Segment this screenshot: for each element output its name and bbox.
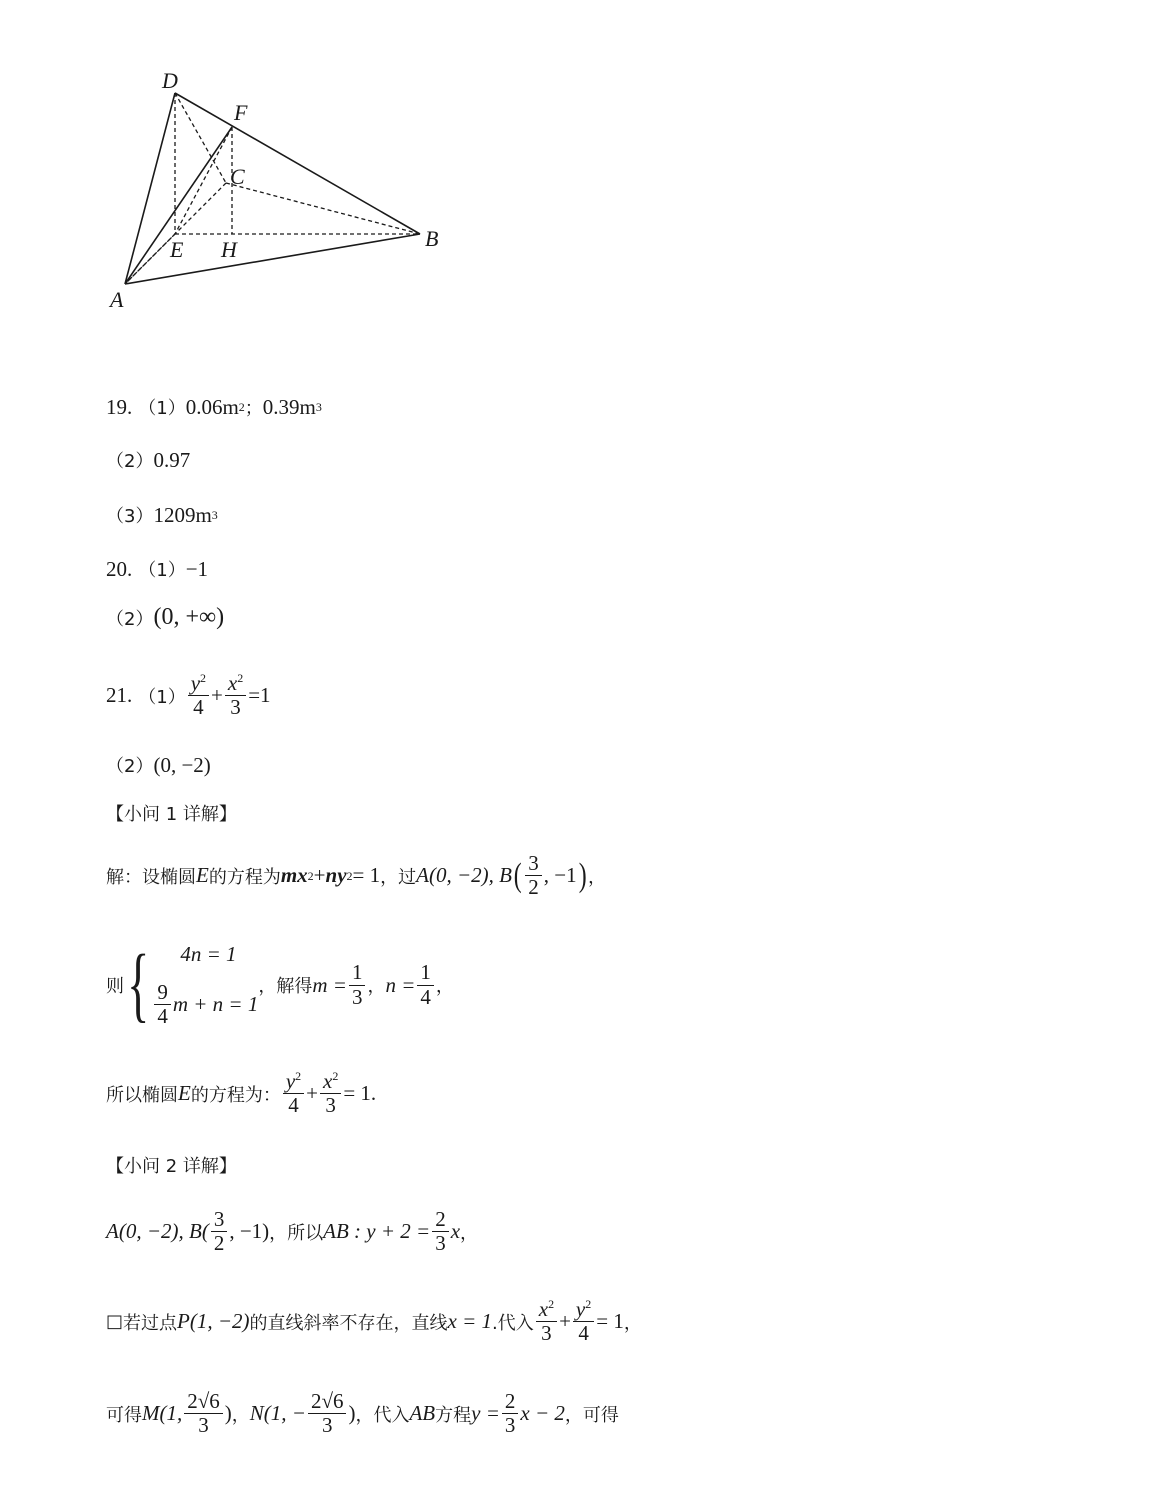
detail1-line1: 解：设椭圆 E 的方程为 m x 2 + n y 2 = 1 ，过 A(0, −2), B ( $\frac{3}{2}$ , −1 ) ， — [106, 851, 606, 900]
denominator: 4 — [578, 1321, 589, 1346]
label-F: F — [234, 100, 248, 125]
fraction — [283, 1070, 304, 1117]
math-var: n = — [385, 972, 416, 997]
text: 若过点 — [123, 1312, 178, 1334]
denominator: 2 — [528, 875, 539, 900]
equation — [152, 981, 258, 1028]
denominator: 4 — [288, 1093, 299, 1118]
detail1-line3 — [106, 1070, 376, 1117]
point-coords: , −1 — [543, 863, 577, 888]
q20-number: 20. — [106, 556, 133, 581]
part-label: （2） — [106, 608, 154, 630]
detail2-line2 — [106, 1298, 642, 1345]
exponent: 2 — [548, 1297, 555, 1311]
answer-value: 0.39m — [262, 394, 316, 419]
text: ， — [623, 1312, 642, 1334]
text: 方程 — [435, 1404, 472, 1426]
q21-number: 21. — [106, 683, 133, 708]
fraction — [308, 1390, 347, 1437]
q21-part1 — [106, 672, 271, 719]
math-var: y = — [471, 1401, 500, 1426]
denominator: 3 — [321, 1413, 333, 1438]
denominator: 4 — [193, 695, 204, 720]
equation-rhs: =1 — [248, 683, 271, 708]
q20-part1 — [106, 556, 208, 582]
answer-value: (0, −2) — [153, 752, 211, 777]
text: ，可得 — [564, 1404, 619, 1426]
equation-rhs: = 1 — [596, 1309, 624, 1334]
detail2-heading: 【小问 2 详解】 — [106, 1156, 237, 1177]
math-var: x — [297, 863, 308, 888]
fraction — [502, 1390, 519, 1437]
fraction — [211, 1208, 228, 1255]
point-coords: A(0, −2), B — [416, 863, 512, 888]
q20-part2 — [106, 604, 224, 631]
exponent: 2 — [332, 1069, 339, 1083]
edge-DB — [175, 93, 420, 234]
math-var: m = — [312, 972, 347, 997]
point-coords: A(0, −2), B( — [106, 1219, 209, 1244]
math-var: y — [337, 863, 347, 888]
equation-rest: x − 2 — [520, 1401, 565, 1426]
numerator: 9 — [154, 981, 171, 1005]
text: 解：设椭圆 — [106, 866, 196, 888]
fraction — [573, 1298, 594, 1345]
numerator: x — [227, 671, 238, 695]
text: ， — [460, 1222, 479, 1244]
q19-part1: 19. （1） 0.06m 2 ； 0.39m 3 — [106, 394, 322, 419]
denominator: 3 — [230, 695, 241, 720]
text: ，过 — [380, 866, 417, 888]
tetrahedron-figure — [100, 60, 460, 320]
text: 所以椭圆 — [106, 1084, 178, 1106]
point-coords: , −1) — [229, 1219, 270, 1244]
q21-part2 — [106, 752, 211, 778]
fraction — [525, 852, 542, 899]
denominator: 3 — [504, 1413, 516, 1438]
numerator: y — [190, 671, 201, 695]
edge-DC — [175, 93, 226, 183]
text: ， — [367, 976, 386, 997]
label-B: B — [425, 226, 439, 251]
fraction — [417, 961, 434, 1008]
denominator: 3 — [351, 984, 363, 1009]
label-E: E — [170, 237, 184, 262]
text: ， — [587, 866, 606, 888]
label-C: C — [230, 164, 245, 189]
paren-close: ) — [224, 1401, 232, 1426]
exponent: 2 — [237, 671, 244, 685]
point-coords: P(1, −2) — [177, 1309, 250, 1334]
fraction — [536, 1298, 557, 1345]
detail1-heading: 【小问 1 详解】 — [106, 804, 237, 825]
text: ，代入 — [355, 1404, 410, 1426]
numerator: 1 — [417, 961, 434, 985]
denominator: 2 — [213, 1231, 225, 1256]
exponent: 2 — [295, 1069, 302, 1083]
text: ， — [231, 1404, 250, 1426]
text: 的方程为 — [208, 866, 281, 888]
part-label: （1） — [138, 398, 186, 419]
label-H: H — [221, 237, 237, 262]
numerator: x — [538, 1297, 549, 1321]
brace-icon: { — [127, 938, 150, 1031]
denominator: 3 — [198, 1413, 209, 1438]
paren-close: ) — [578, 856, 587, 894]
math-var: m — [280, 863, 298, 888]
answer-value: 1209m — [153, 502, 212, 527]
denominator: 4 — [420, 984, 431, 1009]
edge-CB — [226, 183, 420, 234]
numerator: 3 — [525, 852, 542, 876]
fraction — [154, 981, 171, 1028]
operator: + — [306, 1081, 318, 1106]
label-D: D — [162, 68, 178, 93]
edge-DA — [125, 93, 175, 284]
numerator: y — [575, 1297, 586, 1321]
text: 可得 — [106, 1404, 142, 1426]
math-var: AB — [409, 1401, 436, 1426]
text: 的方程为： — [190, 1084, 281, 1106]
operator: + — [559, 1309, 571, 1334]
part-label: （3） — [106, 506, 154, 527]
operator: + — [211, 683, 223, 708]
math-var: n — [325, 863, 338, 888]
math-var: E — [178, 1081, 191, 1106]
part-label: （1） — [138, 560, 186, 581]
denominator: 4 — [157, 1003, 168, 1028]
text: ，解得 — [258, 976, 313, 997]
q19-number: 19. — [106, 394, 133, 419]
part-label: （2） — [106, 756, 154, 777]
numerator: x — [323, 1069, 333, 1093]
label-A: A — [110, 287, 124, 312]
part-label: （1） — [138, 686, 186, 708]
separator: ； — [244, 398, 263, 419]
equation-rhs: = 1. — [343, 1081, 377, 1106]
point-coords: N(1, − — [249, 1401, 306, 1426]
detail2-line1 — [106, 1208, 478, 1255]
text: 的直线斜率不存在，直线 — [249, 1312, 448, 1334]
numerator: 2 — [432, 1208, 449, 1232]
math-var: E — [196, 863, 209, 888]
q19-part3: （3） 1209m 3 — [106, 502, 218, 527]
line-equation: x = 1 — [447, 1309, 493, 1334]
answer-value: 0.97 — [153, 447, 191, 472]
point-coords: M(1, — [142, 1401, 183, 1426]
fraction — [184, 1390, 223, 1437]
text: .代入 — [492, 1312, 534, 1334]
answer-value: −1 — [185, 556, 209, 581]
part-label: （2） — [106, 451, 154, 472]
equation-rest: m + n = 1 — [172, 991, 259, 1016]
detail2-line3 — [106, 1390, 619, 1437]
fraction — [188, 672, 209, 719]
q19-part2 — [106, 447, 190, 473]
numerator: y — [285, 1069, 296, 1093]
numerator: 1 — [349, 961, 366, 985]
text: ，所以 — [269, 1222, 324, 1244]
text: 则 — [106, 976, 124, 997]
denominator: 3 — [541, 1321, 552, 1346]
equation-system — [152, 942, 258, 1028]
text: ， — [435, 976, 454, 997]
equation-rhs: = 1 — [352, 863, 381, 888]
numerator: 2√6 — [184, 1390, 223, 1414]
numerator: 2√6 — [308, 1390, 347, 1414]
fraction — [225, 672, 246, 719]
fraction — [349, 961, 366, 1008]
fraction — [320, 1070, 341, 1117]
math-var: x — [450, 1219, 461, 1244]
answer-value: 0.06m — [185, 394, 239, 419]
exponent: 2 — [585, 1297, 592, 1311]
numerator: 2 — [502, 1390, 519, 1414]
exponent: 2 — [200, 671, 207, 685]
line-equation: AB : y + 2 = — [323, 1219, 431, 1244]
denominator: 3 — [325, 1093, 336, 1118]
numerator: 3 — [211, 1208, 228, 1232]
fraction — [432, 1208, 449, 1255]
equation: 4n = 1 — [180, 942, 237, 966]
paren-close: ) — [348, 1401, 356, 1426]
answer-value: (0, +∞) — [153, 604, 225, 630]
denominator: 3 — [435, 1231, 446, 1256]
paren-open: ( — [513, 856, 522, 894]
operator: + — [313, 863, 326, 888]
detail1-line2 — [106, 938, 454, 1031]
missing-glyph-box-icon: □ — [106, 1311, 124, 1333]
